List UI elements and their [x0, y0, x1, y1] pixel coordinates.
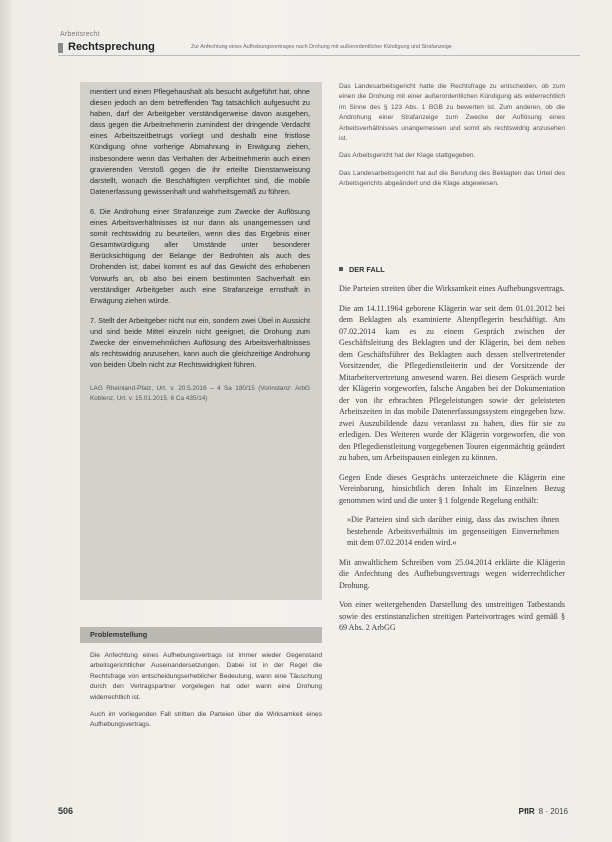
issue-number: 8 · 2016 — [538, 807, 568, 816]
fall-section — [339, 283, 565, 634]
headnotes-box — [80, 82, 322, 600]
summary-paragraph: Das Landesarbeitsgericht hatte die Rechtsfrage zu entscheiden, ob zum einen die Drohung mit einer außerordentlichen Kündigung als widerrechtlich im Sinne des § 123 Abs. 1 BGB zu bewerten ist. Zum anderen, ob die Androhung einer Strafanzeige zum Zwecke der Auflösung eines Arbeitsverhältnisses unangemessen und somit als rechtswidrig anzusehen ist. — [339, 83, 565, 143]
right-summary — [339, 82, 565, 190]
problem-paragraph: Auch im vorliegenden Fall stritten die Parteien über die Wirksamkeit eines Aufhebungsvertrags. — [90, 711, 322, 729]
headnote-paragraph: 7. Stellt der Arbeitgeber nicht nur ein, sondern zwei Übel in Aussicht und sind beide Mittel einzeln nicht geeignet, die Drohung zum Zwecke der einvernehmlichen Auflösung des Arbeitsverhältnisses als rechtswidrig anzusehen, kann auch die gleichzeitige Androhung von beiden Übeln nicht zur Rechtswidrigkeit führen. — [90, 315, 310, 370]
fall-heading — [339, 265, 565, 274]
problem-heading-bar — [80, 627, 322, 643]
header-title: Rechtsprechung — [68, 41, 155, 53]
fall-paragraph: Mit anwaltlichem Schreiben vom 25.04.2014 erklärte die Klägerin die Anfechtung des Aufhebungsvertrags wegen widerrechtlicher Drohung. — [339, 557, 565, 590]
page-footer — [58, 806, 568, 820]
fall-paragraph: Die am 14.11.1964 geborene Klägerin war seit dem 01.01.2012 bei dem Beklagten als examinierte Altenpflegerin beschäftigt. Am 07.02.2014 kam es zu einem Gespräch zwischen der Geschäftsleitung des Beklagten und der Klägerin, bei dem neben dem Geschäftsführer des Beklagten auch dessen stellvertretender Vorsitzender, die Pflegedienstleiterin und der Vorsitzende der Mitarbeitervertretung anwesend waren. Bei diesem Gespräch wurde der Klägerin vorgeworfen, falsche Angaben bei der Dokumentation der von ihr erbrachten Pflegeleistungen sowie der geleisteten Arbeitszeiten in das mobile Datenerfassungssystem eingegeben bzw. zwei Auszubildende dazu veranlasst zu haben, dies für sie zu erledigen. Des Weiteren wurde der Klägerin vorgeworfen, die von den Pflegedienstleitung vorgegebenen Touren eigenmächtig geändert zu haben, um Arbeitspausen einlegen zu können. — [339, 303, 565, 462]
section-label: Arbeitsrecht — [60, 31, 100, 38]
headnote-paragraph: 6. Die Androhung einer Strafanzeige zum Zwecke der Auflösung eines Arbeitsverhältnisses ist nur dann als unangemessen und somit rechtswidrig zu beurteilen, wenn dies das Ergebnis einer Gesamtwürdigung aller Umstände unter besonderer Berücksichtigung der Belange der Bedrohten als auch des Drohenden ist; dabei kommt es auf das Gewicht des erhobenen Vorwurfs an, ob also bei einem bestimmten Sachverhalt ein verständiger Arbeitgeber auch eine Strafanzeige ernsthaft in Erwägung ziehen würde. — [90, 206, 310, 305]
fall-paragraph: Die Parteien streiten über die Wirksamkeit eines Aufhebungsvertrags. — [339, 284, 565, 293]
journal-name: PflR — [518, 807, 535, 816]
problem-paragraph: Die Anfechtung eines Aufhebungsvertrags ist immer wieder Gegenstand arbeitsgerichtlicher Auseinandersetzungen. Dabei ist in der Regel die Rechtsfrage von entscheidungserheblicher Bedeutung, wann eine Täuschung durch den Vertragspartner vorgelegen hat oder wann eine Drohung widerrechtlich ist. — [90, 652, 322, 701]
fall-paragraph: Gegen Ende dieses Gesprächs unterzeichnete die Klägerin eine Vereinbarung, hinsichtlich deren Inhalt im Einzelnen Bezug genommen wird und die unter § 1 folgende Regelung enthält: — [339, 472, 565, 505]
problem-heading: Problemstellung — [90, 630, 148, 639]
running-header — [58, 42, 580, 56]
problem-section — [80, 651, 322, 731]
page-number: 506 — [58, 806, 74, 816]
fall-quote: »Die Parteien sind sich darüber einig, dass das zwischen ihnen bestehende Arbeitsverhältnis im gegenseitigen Einvernehmen mit dem 07.02.2014 enden wird.« — [347, 515, 559, 547]
fall-paragraph: Von einer weitergehenden Darstellung des unstreitigen Tatbestands sowie des erstinstanzlichen streitigen Parteivortrages wird gemäß § 69 Abs. 2 ArbGG — [339, 600, 565, 632]
summary-paragraph: Das Landesarbeitsgericht hat auf die Berufung des Beklagten das Urteil des Arbeitsgerichts abgeändert und die Klage abgewiesen. — [339, 169, 565, 188]
headnote-paragraph: mentiert und einen Pflegehaushalt als besucht aufgeführt hat, ohne diesen jedoch an dem betreffenden Tag tatsächlich aufgesucht zu haben, darf der Arbeitgeber verständigerweise davon ausgehen, dass gegen die Arbeitnehmerin zumindest der dringende Verdacht eines Arbeitszeitbetrugs vorliegt und deshalb eine fristlose Kündigung ohne vorherige Abmahnung in Erwägung ziehen, insbesondere wenn das Verhalten der Arbeitnehmerin auch einen gravierenden Verstoß gegen die ihr erteilte Dienstanweisung darstellt, wonach die Beschäftigten verpflichtet sind, die mobile Datenerfassung gewissenhaft und wahrheitsgemäß zu führen. — [90, 87, 310, 196]
header-marker — [58, 43, 63, 53]
header-subtitle: Zur Anfechtung eines Aufhebungsvertrages nach Drohung mit außerordentlicher Kündigung und Strafanzeige — [191, 44, 452, 50]
journal-issue — [519, 807, 568, 816]
summary-paragraph: Das Arbeitsgericht hat der Klage stattgegeben. — [339, 152, 476, 160]
bullet-square-icon — [339, 267, 343, 271]
court-citation: LAG Rheinland-Pfalz, Urt. v. 20.5.2016 – 4 Sa 180/15 (Vorinstanz: ArbG Koblenz, Urt. v. 15.01.2015, 6 Ca 435/14) — [90, 385, 310, 403]
fall-heading-text: DER FALL — [349, 265, 385, 274]
